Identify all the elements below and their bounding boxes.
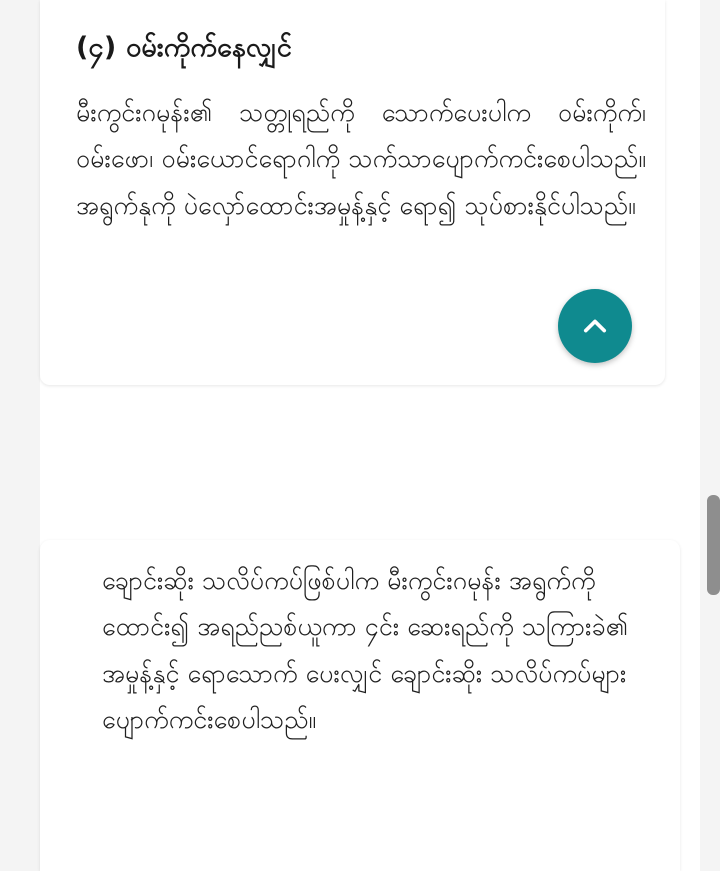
vertical-scrollbar[interactable] [707,495,720,595]
page-gutter-right [700,0,720,871]
content-card-two [40,540,680,871]
scroll-to-top-button[interactable] [558,289,632,363]
section-body-text-two: ချောင်းဆိုး သလိပ်ကပ်ဖြစ်ပါက မီးကွင်းဂမုန်း အရွက်ကိုထောင်း၍ အရည်ညစ်ယူကာ ၄င်း ဆေးရည်ကို သကြားခဲ၏ အမှုန့်နှင့် ရောသောက် ပေးလျှင် ချောင်းဆိုး သလိပ်ကပ်များ ပျောက်ကင်းစေပါသည်။ [102,566,629,734]
section-heading: (၄) ဝမ်းကိုက်နေလျှင် [76,32,292,63]
chevron-up-icon [578,309,612,343]
page-gutter-left [0,0,40,871]
section-body-text-one: မီးကွင်းဂမုန်း၏ သတ္တုရည်ကို သောက်ပေးပါက ဝမ်းကိုက်၊ ဝမ်းဖော၊ ဝမ်းယောင်ရောဂါကို သက်သာပျောက်ကင်းစေပါသည်။ အရွက်နုကို ပဲလှော်ထောင်းအမှုန့်နှင့် ရော၍ သုပ်စားနိုင်ပါသည်။ [76,98,646,220]
